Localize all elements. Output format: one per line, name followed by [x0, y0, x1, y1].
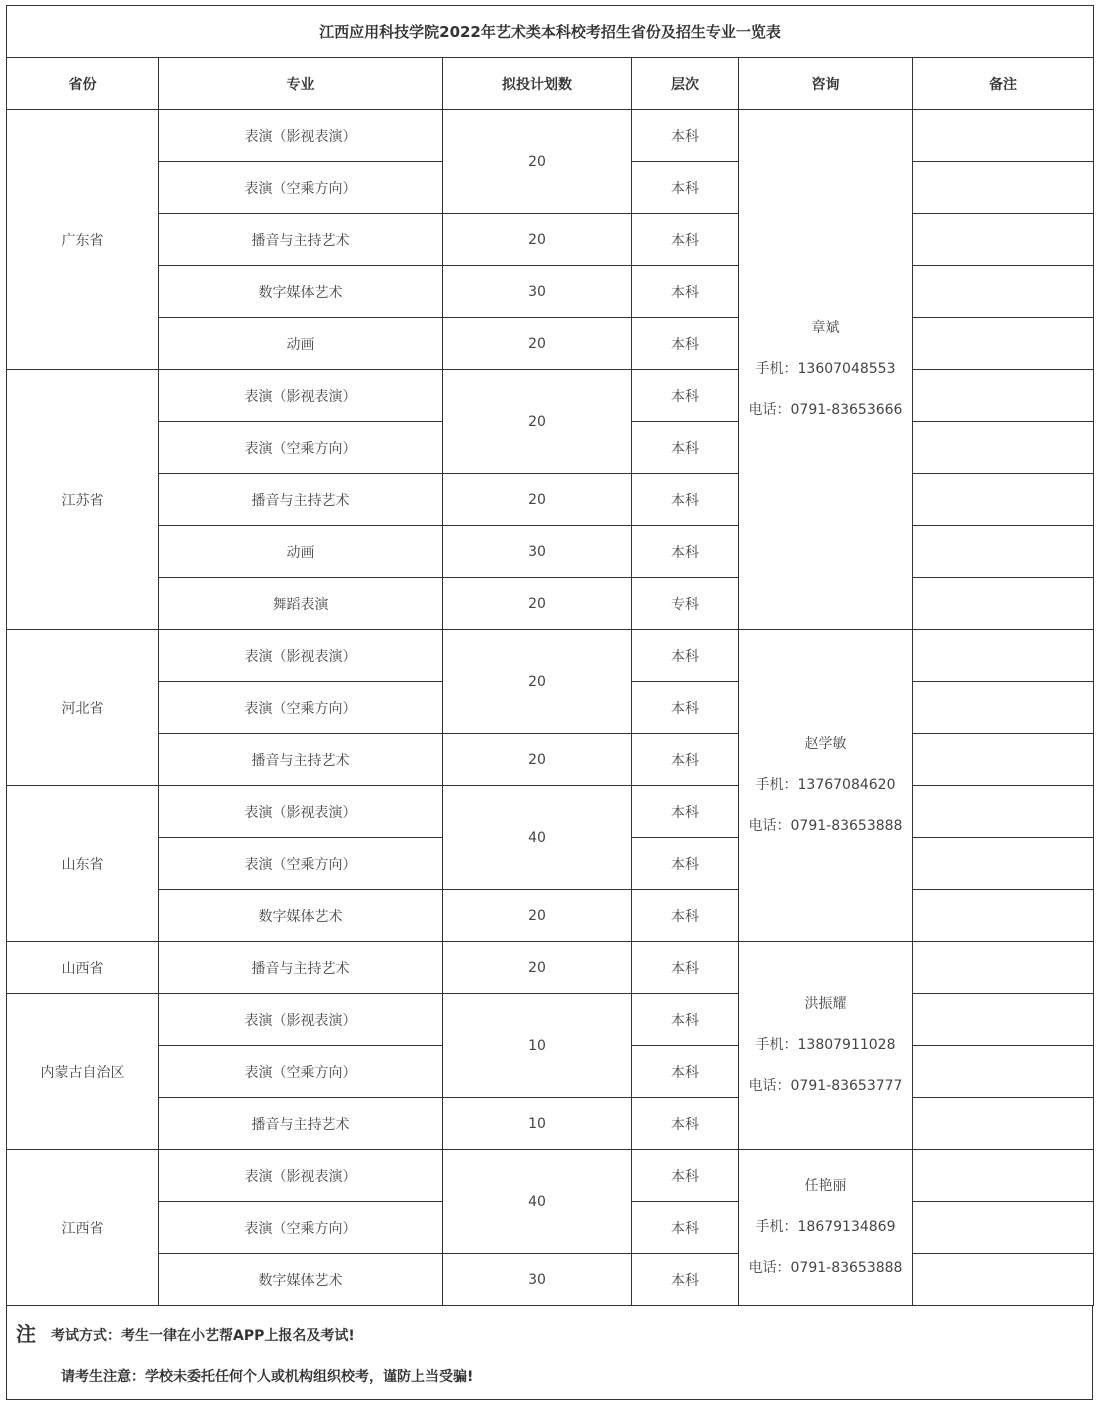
remark-cell: [913, 318, 1094, 370]
level-cell: 本科: [632, 162, 739, 214]
quota-cell: 20: [443, 214, 632, 266]
level-cell: 本科: [632, 1098, 739, 1150]
major-cell: 表演（空乘方向）: [159, 1046, 443, 1098]
remark-cell: [913, 110, 1094, 162]
level-cell: 本科: [632, 1202, 739, 1254]
contact-cell: [739, 1150, 913, 1306]
level-cell: 本科: [632, 1150, 739, 1202]
remark-cell: [913, 890, 1094, 942]
remark-cell: [913, 786, 1094, 838]
level-cell: 本科: [632, 890, 739, 942]
province-cell: 山东省: [7, 786, 159, 942]
quota-cell: 10: [443, 1098, 632, 1150]
header-contact: 咨询: [739, 58, 913, 110]
contact-phone: 电话：0791-83653666: [748, 402, 903, 418]
level-cell: 本科: [632, 1254, 739, 1306]
quota-cell: 30: [443, 266, 632, 318]
note-fraud-warning: 请考生注意：学校未委托任何个人或机构组织校考，谨防上当受骗!: [61, 1369, 474, 1385]
major-cell: 舞蹈表演: [159, 578, 443, 630]
quota-cell: 20: [443, 474, 632, 526]
province-cell: 内蒙古自治区: [7, 994, 159, 1150]
remark-cell: [913, 1046, 1094, 1098]
major-cell: 播音与主持艺术: [159, 474, 443, 526]
header-remark: 备注: [913, 58, 1094, 110]
quota-cell: 40: [443, 786, 632, 890]
quota-cell: 20: [443, 110, 632, 214]
major-cell: 表演（空乘方向）: [159, 162, 443, 214]
major-cell: 表演（影视表演）: [159, 630, 443, 682]
contact-cell: [739, 630, 913, 942]
major-cell: 表演（影视表演）: [159, 370, 443, 422]
major-cell: 动画: [159, 318, 443, 370]
level-cell: 本科: [632, 734, 739, 786]
remark-cell: [913, 578, 1094, 630]
header-major: 专业: [159, 58, 443, 110]
major-cell: 播音与主持艺术: [159, 214, 443, 266]
contact-mobile: 手机：18679134869: [755, 1219, 896, 1235]
quota-cell: 40: [443, 1150, 632, 1254]
major-cell: 表演（空乘方向）: [159, 1202, 443, 1254]
contact-cell: [739, 942, 913, 1150]
contact-mobile: 手机：13767084620: [755, 777, 896, 793]
quota-cell: 30: [443, 526, 632, 578]
major-cell: 数字媒体艺术: [159, 1254, 443, 1306]
remark-cell: [913, 526, 1094, 578]
remark-cell: [913, 1098, 1094, 1150]
major-cell: 表演（空乘方向）: [159, 838, 443, 890]
level-cell: 本科: [632, 682, 739, 734]
remark-cell: [913, 214, 1094, 266]
remark-cell: [913, 942, 1094, 994]
quota-cell: 30: [443, 1254, 632, 1306]
remark-cell: [913, 474, 1094, 526]
header-level: 层次: [632, 58, 739, 110]
remark-cell: [913, 370, 1094, 422]
major-cell: 播音与主持艺术: [159, 942, 443, 994]
contact-name: 任艳丽: [804, 1178, 847, 1194]
province-cell: 江苏省: [7, 370, 159, 630]
quota-cell: 10: [443, 994, 632, 1098]
quota-cell: 20: [443, 370, 632, 474]
level-cell: 本科: [632, 266, 739, 318]
level-cell: 本科: [632, 838, 739, 890]
level-cell: 本科: [632, 994, 739, 1046]
remark-cell: [913, 1202, 1094, 1254]
major-cell: 表演（影视表演）: [159, 110, 443, 162]
major-cell: 表演（影视表演）: [159, 1150, 443, 1202]
note-mark: 注: [16, 1322, 36, 1346]
remark-cell: [913, 1254, 1094, 1306]
note-exam-method: 考试方式：考生一律在小艺帮APP上报名及考试!: [51, 1328, 355, 1344]
quota-cell: 20: [443, 734, 632, 786]
level-cell: 本科: [632, 110, 739, 162]
major-cell: 表演（空乘方向）: [159, 422, 443, 474]
level-cell: 本科: [632, 942, 739, 994]
quota-cell: 20: [443, 318, 632, 370]
contact-mobile: 手机：13607048553: [755, 361, 896, 377]
contact-phone: 电话：0791-83653888: [748, 818, 903, 834]
major-cell: 表演（影视表演）: [159, 994, 443, 1046]
remark-cell: [913, 994, 1094, 1046]
level-cell: 专科: [632, 578, 739, 630]
remark-cell: [913, 630, 1094, 682]
major-cell: 播音与主持艺术: [159, 1098, 443, 1150]
contact-cell: [739, 110, 913, 630]
contact-name: 章斌: [811, 320, 840, 336]
province-cell: 广东省: [7, 110, 159, 370]
major-cell: 表演（影视表演）: [159, 786, 443, 838]
contact-phone: 电话：0791-83653888: [748, 1260, 903, 1276]
major-cell: 播音与主持艺术: [159, 734, 443, 786]
remark-cell: [913, 682, 1094, 734]
level-cell: 本科: [632, 422, 739, 474]
level-cell: 本科: [632, 1046, 739, 1098]
remark-cell: [913, 838, 1094, 890]
quota-cell: 20: [443, 890, 632, 942]
level-cell: 本科: [632, 526, 739, 578]
major-cell: 数字媒体艺术: [159, 266, 443, 318]
table-title: 江西应用科技学院2022年艺术类本科校考招生省份及招生专业一览表: [7, 6, 1094, 58]
remark-cell: [913, 266, 1094, 318]
quota-cell: 20: [443, 942, 632, 994]
quota-cell: 20: [443, 578, 632, 630]
contact-name: 赵学敏: [804, 736, 847, 752]
level-cell: 本科: [632, 630, 739, 682]
quota-cell: 20: [443, 630, 632, 734]
province-cell: 山西省: [7, 942, 159, 994]
remark-cell: [913, 734, 1094, 786]
level-cell: 本科: [632, 214, 739, 266]
province-cell: 河北省: [7, 630, 159, 786]
province-cell: 江西省: [7, 1150, 159, 1306]
contact-phone: 电话：0791-83653777: [748, 1078, 903, 1094]
major-cell: 表演（空乘方向）: [159, 682, 443, 734]
contact-mobile: 手机：13807911028: [755, 1037, 896, 1053]
level-cell: 本科: [632, 786, 739, 838]
admissions-table: [6, 5, 1094, 1306]
level-cell: 本科: [632, 318, 739, 370]
major-cell: 动画: [159, 526, 443, 578]
remark-cell: [913, 422, 1094, 474]
level-cell: 本科: [632, 370, 739, 422]
contact-name: 洪振耀: [804, 996, 847, 1012]
header-province: 省份: [7, 58, 159, 110]
level-cell: 本科: [632, 474, 739, 526]
remark-cell: [913, 162, 1094, 214]
notes-section: [6, 1306, 1093, 1400]
major-cell: 数字媒体艺术: [159, 890, 443, 942]
header-quota: 拟投计划数: [443, 58, 632, 110]
remark-cell: [913, 1150, 1094, 1202]
